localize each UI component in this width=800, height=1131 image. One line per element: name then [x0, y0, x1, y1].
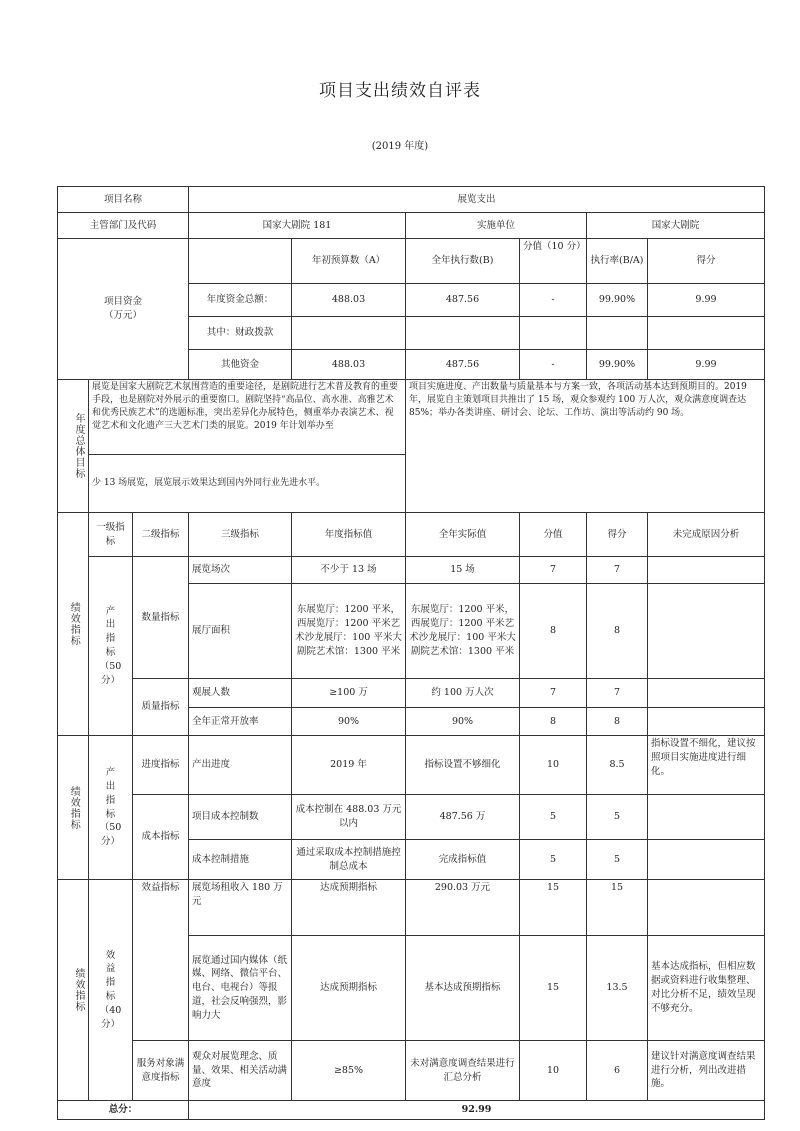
- impl-unit-value: 国家大剧院: [586, 212, 765, 239]
- funds-col-budget: 年初预算数（A）: [291, 238, 406, 284]
- output-indicator-l1: 产 出 指 标 （50 分）: [88, 556, 133, 736]
- indicator-l3: 项目成本控制数: [188, 794, 292, 840]
- perf-side-label: 绩效指标: [57, 879, 89, 1101]
- indicator-val: 8: [519, 583, 587, 679]
- indicator-target: 东展览厅：1200 平米，西展览厅：1200 平米艺术沙龙展厅：100 平米大剧院艺术馆：1300 平米: [291, 583, 406, 679]
- page-title: 项目支出绩效自评表: [319, 81, 481, 101]
- funds-col-rate: 执行率(B/A): [586, 238, 648, 284]
- perf-header-actual: 全年实际值: [405, 512, 520, 557]
- dept-value: 国家大剧院 181: [188, 212, 406, 239]
- perf-header-l3: 三级指标: [188, 512, 292, 557]
- indicator-val: 15: [519, 879, 587, 936]
- output-indicator-l1: 产 出 指 标 （50 分）: [88, 735, 133, 880]
- perf-header-val: 分值: [519, 512, 587, 557]
- perf-side-label: 绩效指标: [57, 512, 89, 736]
- funds-col-exec: 全年执行数(B): [405, 238, 520, 284]
- funds-row-budget: [291, 316, 406, 350]
- indicator-reason: [647, 556, 765, 584]
- indicator-val: 15: [519, 935, 587, 1041]
- indicator-val: 8: [519, 707, 587, 736]
- perf-header-score: 得分: [586, 512, 648, 557]
- indicator-target: 达成预期指标: [291, 879, 406, 936]
- indicator-reason: 建议针对满意度调查结果进行分析，列出改进措施。: [647, 1040, 765, 1101]
- benefit-indicator-l2: 效益指标: [132, 879, 189, 1041]
- indicator-score: 6: [586, 1040, 648, 1101]
- funds-row-score-val: [519, 316, 587, 350]
- impl-unit-label: 实施单位: [405, 212, 587, 239]
- indicator-target: 成本控制在 488.03 万元以内: [291, 794, 406, 840]
- indicator-l3: 展览通过国内媒体（纸媒、网络、微信平台、电台、电视台）等报道，社会反响强烈，影响力大: [188, 935, 292, 1041]
- indicator-l3: 展览场次: [188, 556, 292, 584]
- perf-header-reason: 未完成原因分析: [647, 512, 765, 557]
- indicator-target: 不少于 13 场: [291, 556, 406, 584]
- funds-row-score: 9.99: [647, 349, 765, 380]
- indicator-l3: 展览场租收入 180 万元: [188, 879, 292, 936]
- indicator-reason: [647, 879, 765, 936]
- project-name-value: 展览支出: [188, 186, 765, 213]
- indicator-l3: 观众对展览理念、质量、效果、相关活动满意度: [188, 1040, 292, 1101]
- funds-row-score-val: -: [519, 349, 587, 380]
- perf-side-label: 绩效指标: [57, 735, 89, 880]
- annual-goals-target-cont: 少 13 场展览，展览展示效果达到国内外同行业先进水平。: [88, 454, 406, 513]
- cost-indicator-l2: 成本指标: [132, 794, 189, 880]
- indicator-actual: 完成指标值: [405, 839, 520, 880]
- indicator-score: 5: [586, 839, 648, 880]
- indicator-target: 2019 年: [291, 735, 406, 795]
- indicator-target: ≥100 万: [291, 678, 406, 708]
- funds-row-score: [647, 316, 765, 350]
- indicator-val: 10: [519, 1040, 587, 1101]
- indicator-score: 8.5: [586, 735, 648, 795]
- indicator-val: 10: [519, 735, 587, 795]
- funds-col-score: 得分: [647, 238, 765, 284]
- indicator-reason: [647, 707, 765, 736]
- quantity-indicator-l2: 数量指标: [132, 556, 189, 679]
- indicator-actual: 东展览厅：1200 平米，西展览厅：1200 平米艺术沙龙展厅：100 平米大剧院艺术馆：1300 平米: [405, 583, 520, 679]
- indicator-actual: 基本达成预期指标: [405, 935, 520, 1041]
- indicator-actual: 15 场: [405, 556, 520, 584]
- funds-row-exec: 487.56: [405, 349, 520, 380]
- indicator-target: 达成预期指标: [291, 935, 406, 1041]
- indicator-target: 90%: [291, 707, 406, 736]
- indicator-actual: 指标设置不够细化: [405, 735, 520, 795]
- indicator-l3: 展厅面积: [188, 583, 292, 679]
- funds-header-blank: [188, 238, 292, 284]
- funds-row-score: 9.99: [647, 283, 765, 317]
- indicator-target: 通过采取成本控制措施控制总成本: [291, 839, 406, 880]
- annual-goals-actual: 项目实施进度、产出数量与质量基本与方案一致，各项活动基本达到预期目的。2019 年，展览自主策划项目共推出了 15 场，观众参观约 100 万人次，观众满意度调查达 85%；举办各类讲座、研讨会、论坛、工作坊、演出等活动约 90 场。: [405, 379, 765, 513]
- project-name-label: 项目名称: [57, 186, 189, 213]
- funds-row-budget: 488.03: [291, 283, 406, 317]
- indicator-actual: 90%: [405, 707, 520, 736]
- indicator-reason: 基本达成指标，但相应数据或资料进行收集整理、对比分析不足，绩效呈现不够充分。: [647, 935, 765, 1041]
- indicator-score: 13.5: [586, 935, 648, 1041]
- funds-label: 项目资金 （万元）: [57, 238, 189, 380]
- funds-row-label: 其他资金: [188, 349, 292, 380]
- funds-row-rate: 99.90%: [586, 283, 648, 317]
- indicator-l3: 全年正常开放率: [188, 707, 292, 736]
- service-satisfaction-l2: 服务对象满意度指标: [132, 1040, 189, 1101]
- indicator-l3: 观展人数: [188, 678, 292, 708]
- indicator-score: 7: [586, 678, 648, 708]
- indicator-actual: 487.56 万: [405, 794, 520, 840]
- funds-col-score-val: 分值（10 分）: [519, 238, 587, 284]
- indicator-score: 8: [586, 707, 648, 736]
- perf-header-l1: 一级指标: [88, 512, 133, 557]
- effect-indicator-l1: 效 益 指 标 （40 分）: [88, 879, 133, 1101]
- total-value: 92.99: [188, 1100, 765, 1120]
- progress-indicator-l2: 进度指标: [132, 735, 189, 795]
- funds-row-budget: 488.03: [291, 349, 406, 380]
- funds-row-score-val: -: [519, 283, 587, 317]
- indicator-val: 5: [519, 794, 587, 840]
- indicator-actual: 未对满意度调查结果进行汇总分析: [405, 1040, 520, 1101]
- funds-row-label: 其中：财政拨款: [188, 316, 292, 350]
- indicator-l3: 产出进度: [188, 735, 292, 795]
- indicator-val: 7: [519, 678, 587, 708]
- quality-indicator-l2: 质量指标: [132, 678, 189, 736]
- indicator-val: 5: [519, 839, 587, 880]
- indicator-actual: 290.03 万元: [405, 879, 520, 936]
- funds-row-rate: [586, 316, 648, 350]
- indicator-score: 5: [586, 794, 648, 840]
- funds-row-label: 年度资金总额：: [188, 283, 292, 317]
- dept-label: 主管部门及代码: [57, 212, 189, 239]
- indicator-actual: 约 100 万人次: [405, 678, 520, 708]
- funds-row-exec: 487.56: [405, 283, 520, 317]
- indicator-reason: [647, 794, 765, 840]
- indicator-l3: 成本控制措施: [188, 839, 292, 880]
- indicator-val: 7: [519, 556, 587, 584]
- fiscal-year: (2019 年度): [371, 141, 429, 152]
- indicator-reason: 指标设置不细化，建议按照项目实施进度进行细化。: [647, 735, 765, 795]
- total-label: 总分：: [57, 1100, 189, 1120]
- annual-goals-label: 年度总体目标: [57, 379, 89, 513]
- indicator-target: ≥85%: [291, 1040, 406, 1101]
- funds-row-rate: 99.90%: [586, 349, 648, 380]
- indicator-reason: [647, 583, 765, 679]
- indicator-reason: [647, 678, 765, 708]
- indicator-score: 15: [586, 879, 648, 936]
- annual-goals-target: 展览是国家大剧院艺术氛围营造的重要途径，是剧院进行艺术普及教育的重要手段，也是剧院对外展示的重要窗口。剧院坚持“高品位、高水准、高雅艺术和优秀民族艺术”的选题标准，突出差异化办展特色，侧重举办表演艺术、视觉艺术和文化遗产三大艺术门类的展览。2019 年计划举办至: [88, 379, 406, 455]
- indicator-score: 7: [586, 556, 648, 584]
- self-evaluation-table: [57, 186, 765, 1120]
- perf-header-target: 年度指标值: [291, 512, 406, 557]
- funds-row-exec: [405, 316, 520, 350]
- indicator-score: 8: [586, 583, 648, 679]
- perf-header-l2: 二级指标: [132, 512, 189, 557]
- indicator-reason: [647, 839, 765, 880]
